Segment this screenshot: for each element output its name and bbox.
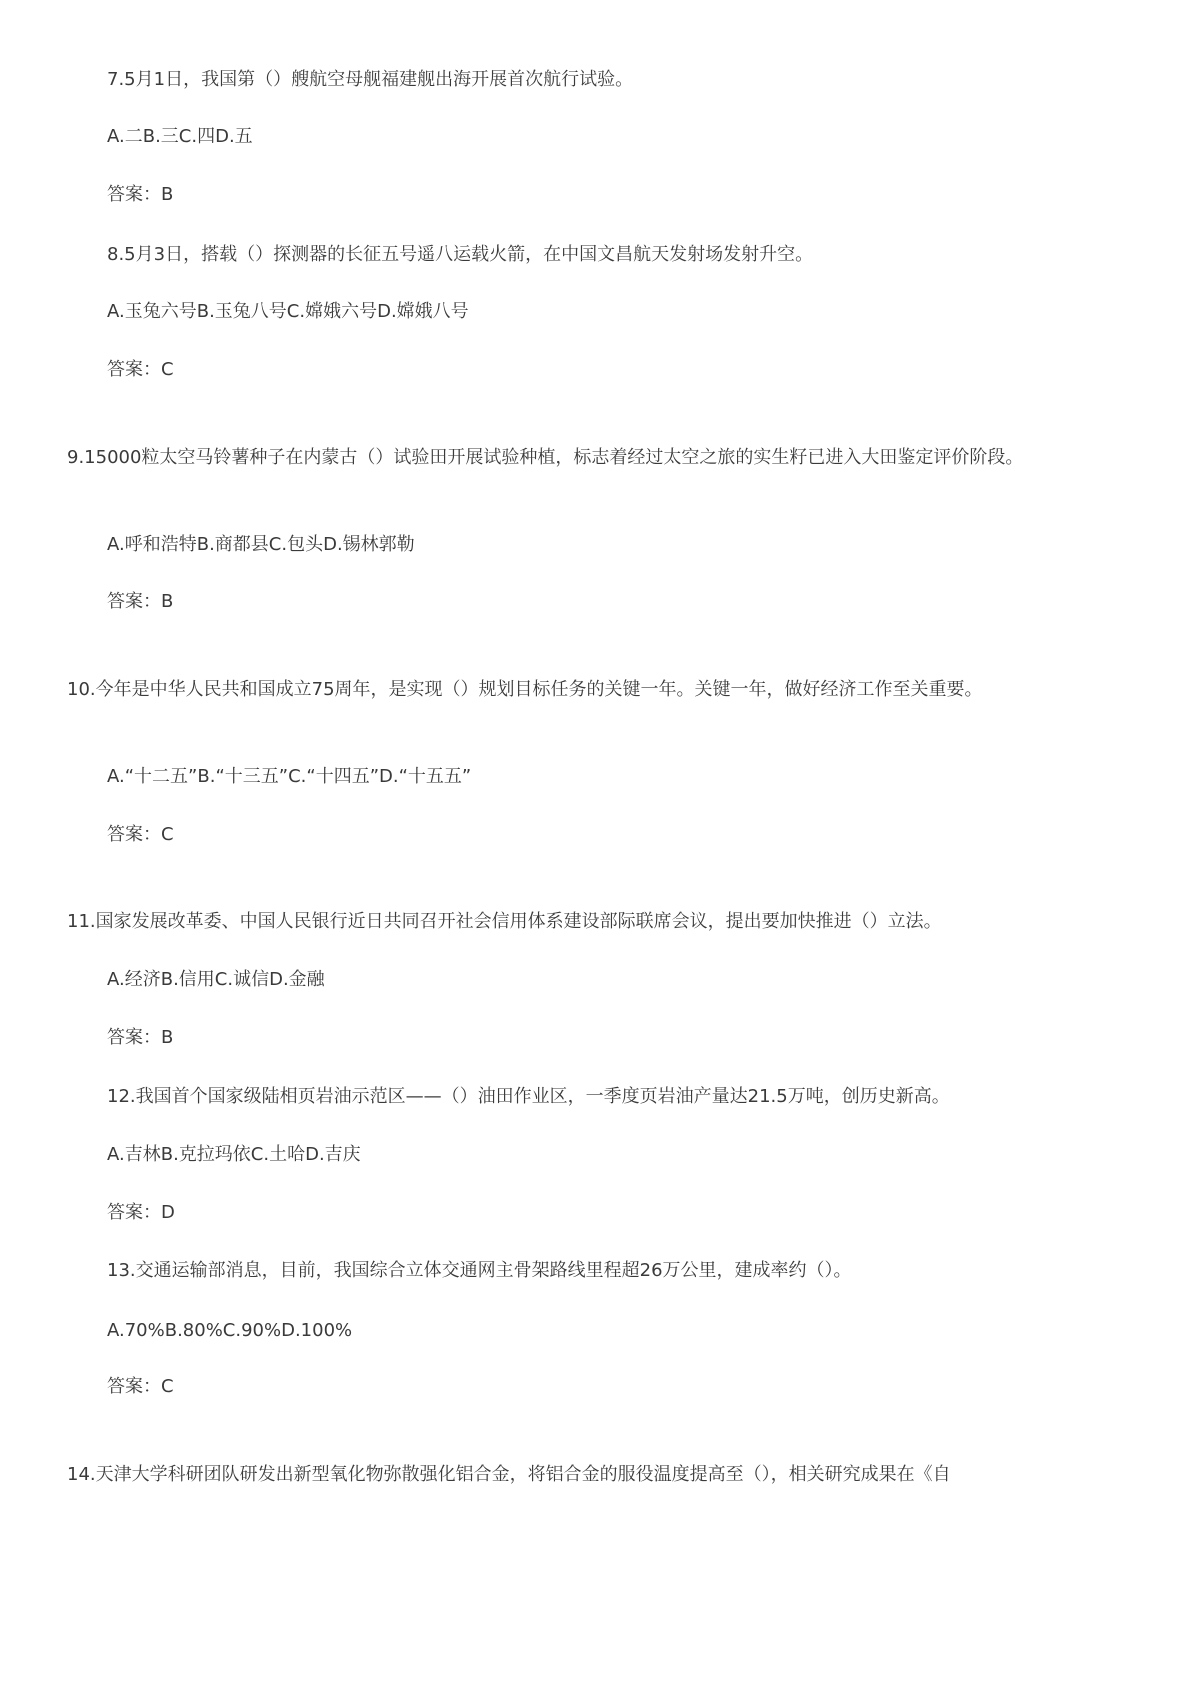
question-12: 12.我国首个国家级陆相页岩油示范区——（）油田作业区，一季度页岩油产量达21.5万吨，创历史新高。 bbox=[107, 1086, 950, 1107]
options-7: A.二B.三C.四D.五 bbox=[107, 126, 253, 147]
answer-9: 答案：B bbox=[107, 591, 174, 612]
question-9: 9.15000粒太空马铃薯种子在内蒙古（）试验田开展试验种植，标志着经过太空之旅的实生籽已进入大田鉴定评价阶段。 bbox=[67, 447, 1024, 468]
answer-7: 答案：B bbox=[107, 184, 174, 205]
options-8: A.玉兔六号B.玉兔八号C.嫦娥六号D.嫦娥八号 bbox=[107, 301, 469, 322]
answer-11: 答案：B bbox=[107, 1027, 174, 1048]
answer-10: 答案：C bbox=[107, 824, 174, 845]
options-9: A.呼和浩特B.商都县C.包头D.锡林郭勒 bbox=[107, 534, 415, 555]
question-13: 13.交通运输部消息，目前，我国综合立体交通网主骨架路线里程超26万公里，建成率约（）。 bbox=[107, 1260, 852, 1281]
question-7: 7.5月1日，我国第（）艘航空母舰福建舰出海开展首次航行试验。 bbox=[107, 69, 634, 90]
options-11: A.经济B.信用C.诚信D.金融 bbox=[107, 969, 325, 990]
answer-12: 答案：D bbox=[107, 1202, 175, 1223]
question-10: 10.今年是中华人民共和国成立75周年，是实现（）规划目标任务的关键一年。关键一年，做好经济工作至关重要。 bbox=[67, 679, 983, 700]
question-11: 11.国家发展改革委、中国人民银行近日共同召开社会信用体系建设部际联席会议，提出要加快推进（）立法。 bbox=[67, 911, 942, 932]
options-12: A.吉林B.克拉玛依C.土哈D.吉庆 bbox=[107, 1144, 361, 1165]
answer-13: 答案：C bbox=[107, 1376, 174, 1397]
question-8: 8.5月3日，搭载（）探测器的长征五号遥八运载火箭，在中国文昌航天发射场发射升空。 bbox=[107, 244, 814, 265]
options-10: A.“十二五”B.“十三五”C.“十四五”D.“十五五” bbox=[107, 766, 472, 787]
options-13: A.70%B.80%C.90%D.100% bbox=[107, 1320, 353, 1341]
question-14: 14.天津大学科研团队研发出新型氧化物弥散强化铝合金，将铝合金的服役温度提高至（），相关研究成果在《自 bbox=[67, 1464, 951, 1485]
answer-8: 答案：C bbox=[107, 359, 174, 380]
